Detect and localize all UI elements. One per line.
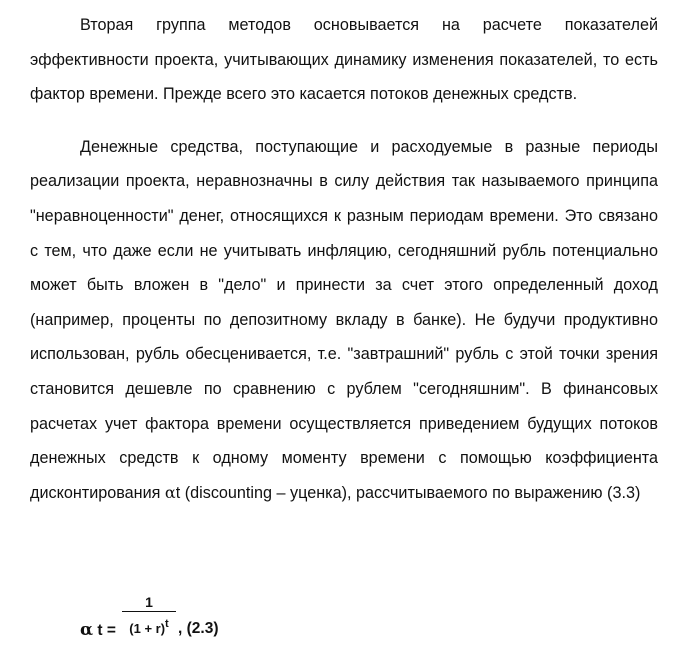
paragraph-1-text: Вторая группа методов основывается на расчете показателей эффективности проекта, учитывающих динамику изменения показателей, то есть фактор времени. Прежде всего это касается потоков денежных средств. <box>30 16 658 104</box>
alpha-symbol-inline: α <box>164 482 176 502</box>
formula-numerator: 1 <box>145 594 153 610</box>
paragraph-2 <box>30 130 658 511</box>
formula-denominator-base: (1 + r) <box>129 621 166 637</box>
formula-lhs-rest: t = <box>93 622 116 639</box>
paragraph-1 <box>30 8 658 112</box>
formula-equation-number: , (2.3) <box>178 620 219 637</box>
formula-fraction-bar <box>122 611 176 612</box>
formula-lhs <box>80 620 116 640</box>
formula-denominator-exponent: t <box>165 618 169 631</box>
formula-fraction <box>122 594 176 639</box>
formula-denominator <box>122 614 176 639</box>
formula-alpha-symbol: α <box>80 620 94 640</box>
paragraph-2-text-before: Денежные средства, поступающие и расходуемые в разные периоды реализации проекта, неравнозначны в силу действия так называемого принципа "неравноценности" денег, относящихся к разным периодам времени. Это связано с тем, что даже если не учитывать инфляцию, сегодняшний рубль потенциально может быть вложен в "дело" и принести за счет этого определенный доход (например, проценты по депозитному вкладу в банке). Не будучи продуктивно использован, рубль обесценивается, т.е. "завтрашний" рубль с этой точки зрения становится дешевле по сравнению с рублем "сегодняшним". В финансовых расчетах учет фактора времени осуществляется приведением будущих потоков денежных средств к одному моменту времени с помощью коэффициента дисконтирования <box>30 137 658 502</box>
document-body <box>30 8 658 510</box>
paragraph-2-text-after: t (discounting – уценка), рассчитываемого по выражению (3.3) <box>175 483 641 502</box>
